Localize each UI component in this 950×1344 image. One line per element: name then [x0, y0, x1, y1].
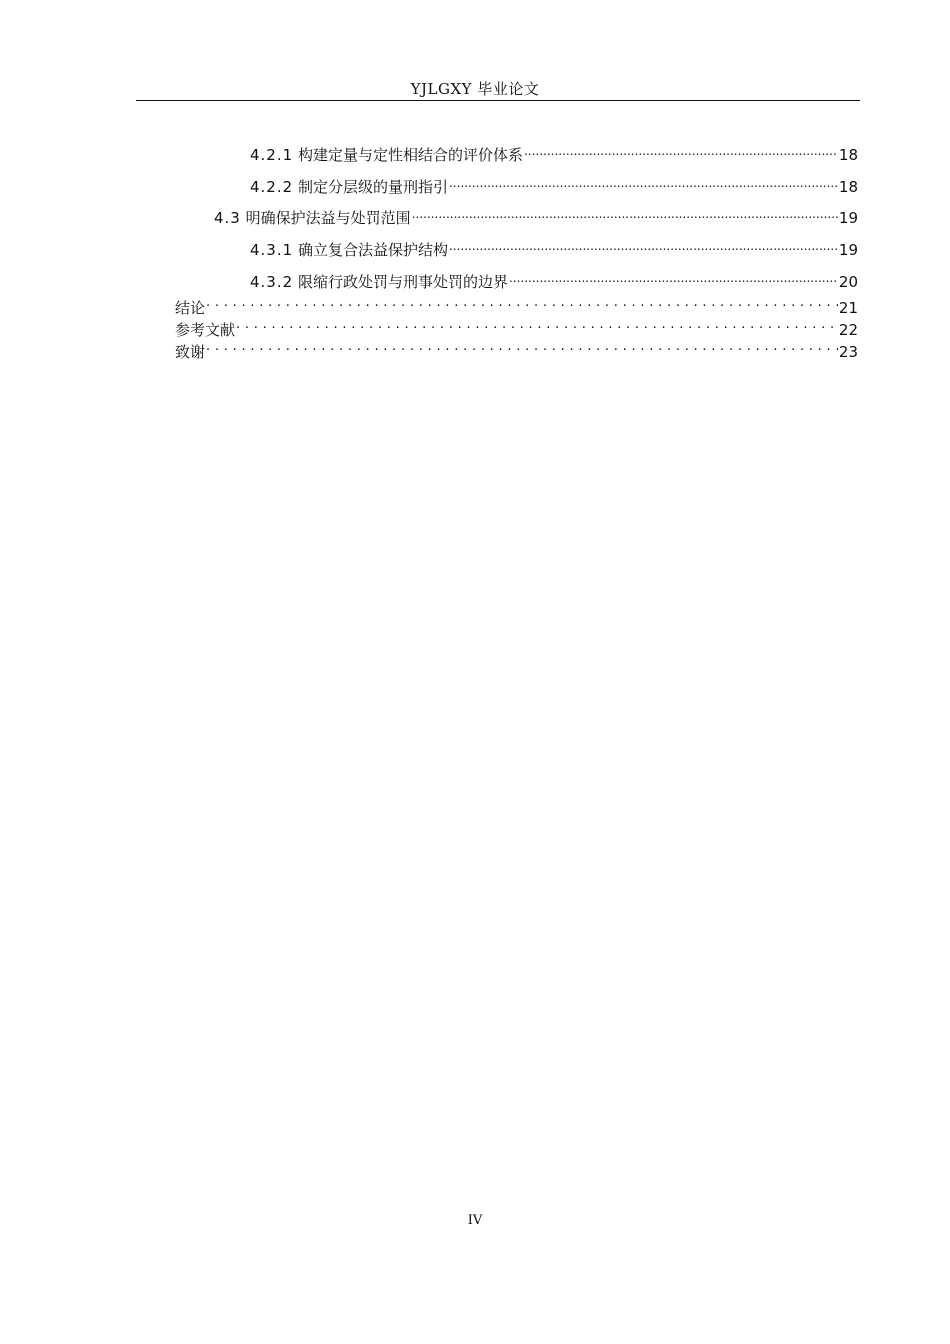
toc-entry-acknowledgements[interactable]: [175, 341, 858, 362]
dot-leader: [509, 272, 838, 287]
dot-leader: [412, 208, 838, 223]
toc-entry-page: 22: [838, 321, 858, 339]
toc-entry-conclusion[interactable]: [175, 297, 858, 318]
toc-entry-page: 18: [838, 178, 858, 196]
toc-entry-title: 构建定量与定性相结合的评价体系: [297, 146, 523, 164]
toc-entry-page: 19: [838, 241, 858, 259]
toc-entry-title: 参考文献: [175, 321, 236, 339]
page-number: IV: [467, 1213, 483, 1228]
dot-leader: [206, 342, 838, 357]
toc-entry-title: 制定分层级的量刑指引: [297, 178, 448, 196]
toc-entry-number: 4.3.1: [250, 241, 294, 259]
toc-entry-4-3-1[interactable]: [250, 239, 858, 260]
toc-entry-references[interactable]: [175, 319, 858, 340]
toc-entry-4-3[interactable]: [214, 207, 858, 228]
toc-entry-page: 18: [838, 146, 858, 164]
toc-entry-number: 4.3.2: [250, 273, 294, 291]
toc-entry-number: 4.2.1: [250, 146, 294, 164]
dot-leader: [524, 145, 838, 160]
toc-entry-number: 4.3: [214, 209, 241, 227]
toc-entry-title: 确立复合法益保护结构: [297, 241, 448, 259]
toc-entry-title: 限缩行政处罚与刑事处罚的边界: [297, 273, 508, 291]
toc-entry-title: 结论: [175, 299, 206, 317]
toc-entry-title: 明确保护法益与处罚范围: [245, 209, 411, 227]
dot-leader: [206, 298, 838, 313]
page-header-title: YJLGXY 毕业论文: [410, 80, 540, 98]
toc-entry-page: 20: [838, 273, 858, 291]
toc-entry-4-2-1[interactable]: [250, 144, 858, 165]
dot-leader: [449, 177, 838, 192]
toc-entry-title: 致谢: [175, 343, 206, 361]
toc-entry-number: 4.2.2: [250, 178, 294, 196]
toc-entry-4-2-2[interactable]: [250, 176, 858, 197]
header-rule: [136, 100, 860, 101]
toc-entry-page: 23: [838, 343, 858, 361]
toc-entry-page: 19: [838, 209, 858, 227]
toc-entry-4-3-2[interactable]: [250, 271, 858, 292]
dot-leader: [449, 240, 838, 255]
toc-entry-page: 21: [838, 299, 858, 317]
dot-leader: [236, 320, 838, 335]
